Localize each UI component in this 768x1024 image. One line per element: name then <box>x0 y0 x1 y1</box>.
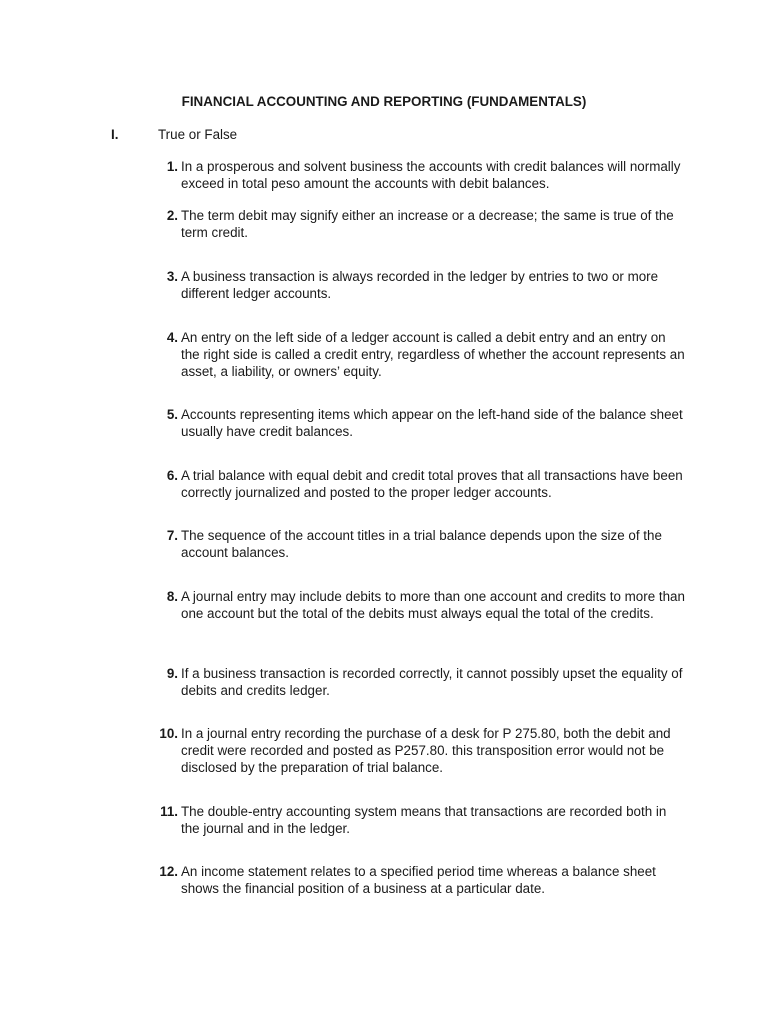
question-text: The double-entry accounting system means that transactions are recorded both in the journal and in the ledger. <box>181 804 667 836</box>
question-text: An entry on the left side of a ledger account is called a debit entry and an entry on the right side is called a credit entry, regardless of whether the account represents an asset, a liability, or owners’ equity. <box>181 330 685 379</box>
question-number: 3. <box>166 269 178 284</box>
question-number: 10. <box>159 726 178 741</box>
question-text: Accounts representing items which appear on the left-hand side of the balance sheet usually have credit balances. <box>181 407 683 439</box>
question-number: 12. <box>159 864 178 879</box>
question-number: 1. <box>166 159 178 174</box>
question-number: 5. <box>166 407 178 422</box>
question-text: In a prosperous and solvent business the accounts with credit balances will normally exceed in total peso amount the accounts with debit balances. <box>181 159 681 191</box>
question-number: 9. <box>166 666 178 681</box>
question-text: The sequence of the account titles in a trial balance depends upon the size of the account balances. <box>181 528 662 560</box>
question-number: 11. <box>160 804 178 819</box>
question-text: If a business transaction is recorded correctly, it cannot possibly upset the equality of debits and credits ledger. <box>181 666 683 698</box>
question-number: 4. <box>166 330 178 345</box>
question-text: In a journal entry recording the purchase of a desk for P 275.80, both the debit and credit were recorded and posted as P257.80. this transposition error would not be disclosed by the preparation of trial balance. <box>181 726 671 775</box>
question-text: The term debit may signify either an increase or a decrease; the same is true of the term credit. <box>181 208 674 240</box>
question-number: 6. <box>166 468 178 483</box>
question-text: An income statement relates to a specified period time whereas a balance sheet shows the financial position of a business at a particular date. <box>181 864 656 896</box>
question-text: A business transaction is always recorded in the ledger by entries to two or more different ledger accounts. <box>181 269 659 301</box>
question-number: 2. <box>166 208 178 223</box>
section-numeral: I. <box>111 127 119 142</box>
question-text: A trial balance with equal debit and credit total proves that all transactions have been correctly journalized and posted to the proper ledger accounts. <box>181 468 683 500</box>
question-number: 8. <box>166 589 178 604</box>
question-text: A journal entry may include debits to more than one account and credits to more than one account but the total of the debits must always equal the total of the credits. <box>181 589 685 621</box>
section-heading: True or False <box>158 127 238 142</box>
document-title: FINANCIAL ACCOUNTING AND REPORTING (FUNDAMENTALS) <box>181 94 587 109</box>
question-number: 7. <box>166 528 178 543</box>
